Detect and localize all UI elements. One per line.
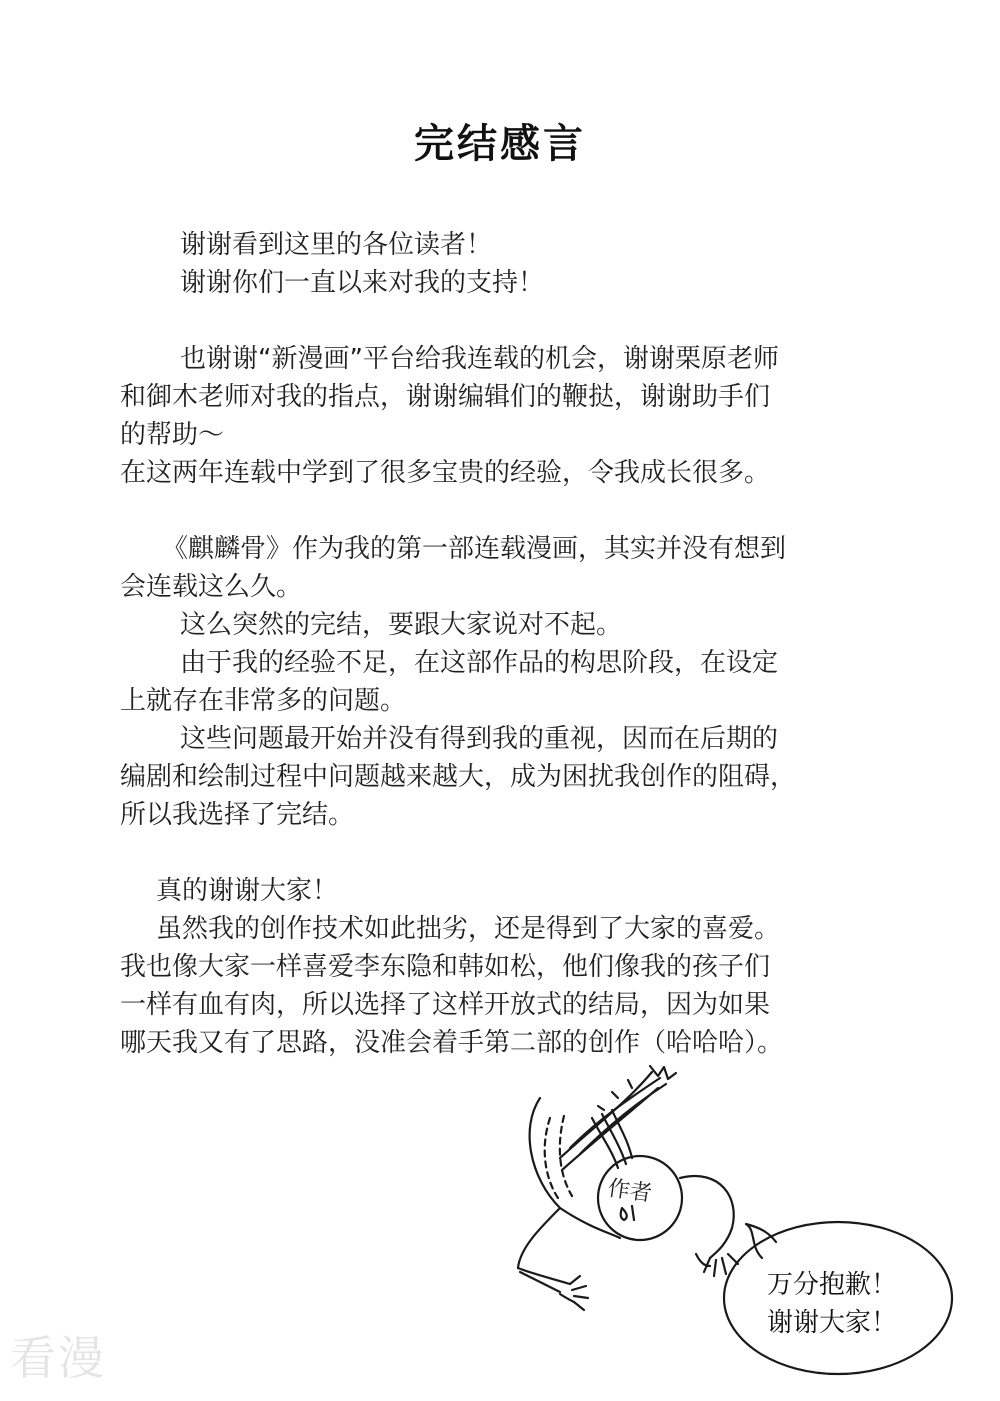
paragraph-line: 这么突然的完结，要跟大家说对不起。 (180, 610, 623, 640)
speech-bubble-text (752, 1266, 912, 1342)
paragraph-line: 哪天我又有了思路，没准会着手第二部的创作（哈哈哈）。 (120, 1028, 784, 1058)
afterword-body (120, 226, 900, 1062)
author-label: 作者 (606, 1176, 654, 1207)
paragraph-line: 会连载这么久。 (120, 572, 303, 602)
paragraph-line: 谢谢你们一直以来对我的支持！ (180, 268, 545, 298)
paragraph-line: 也谢谢“新漫画”平台给我连载的机会，谢谢栗原老师 (180, 344, 779, 374)
paragraph-line: 我也像大家一样喜爱李东隐和韩如松，他们像我的孩子们 (120, 952, 771, 982)
paragraph-line: 编剧和绘制过程中问题越来越大，成为困扰我创作的阻碍， (120, 762, 797, 792)
speech-line: 万分抱歉！ (766, 1270, 897, 1300)
left-hand (570, 1276, 588, 1310)
paragraph-line: 所以我选择了完结。 (120, 800, 355, 830)
paragraph-line: 谢谢看到这里的各位读者！ (180, 230, 493, 260)
watermark-logo: 看漫 (10, 1331, 106, 1385)
paragraph-line: 和御木老师对我的指点，谢谢编辑们的鞭挞，谢谢助手们 (120, 382, 771, 412)
paragraph-line: 这些问题最开始并没有得到我的重视，因而在后期的 (180, 724, 779, 754)
paragraph-line: 虽然我的创作技术如此拙劣，还是得到了大家的喜爱。 (156, 914, 781, 944)
paragraph-line: 由于我的经验不足，在这部作品的构思阶段，在设定 (180, 648, 779, 678)
paragraph-line: 《麒麟骨》作为我的第一部连载漫画，其实并没有想到 (162, 534, 787, 564)
speech-line: 谢谢大家！ (766, 1308, 897, 1338)
page-title: 完结感言 (414, 121, 586, 167)
sweat-drop (621, 1208, 627, 1220)
paragraph-line: 的帮助～ (120, 420, 225, 450)
paragraph-line: 真的谢谢大家！ (156, 876, 339, 906)
paragraph-line: 上就存在非常多的问题。 (120, 686, 407, 716)
paragraph-line: 在这两年连载中学到了很多宝贵的经验，令我成长很多。 (120, 458, 771, 488)
paragraph-line: 一样有血有肉，所以选择了这样开放式的结局，因为如果 (120, 990, 771, 1020)
right-arm (680, 1176, 734, 1258)
body-outline (518, 1098, 560, 1268)
